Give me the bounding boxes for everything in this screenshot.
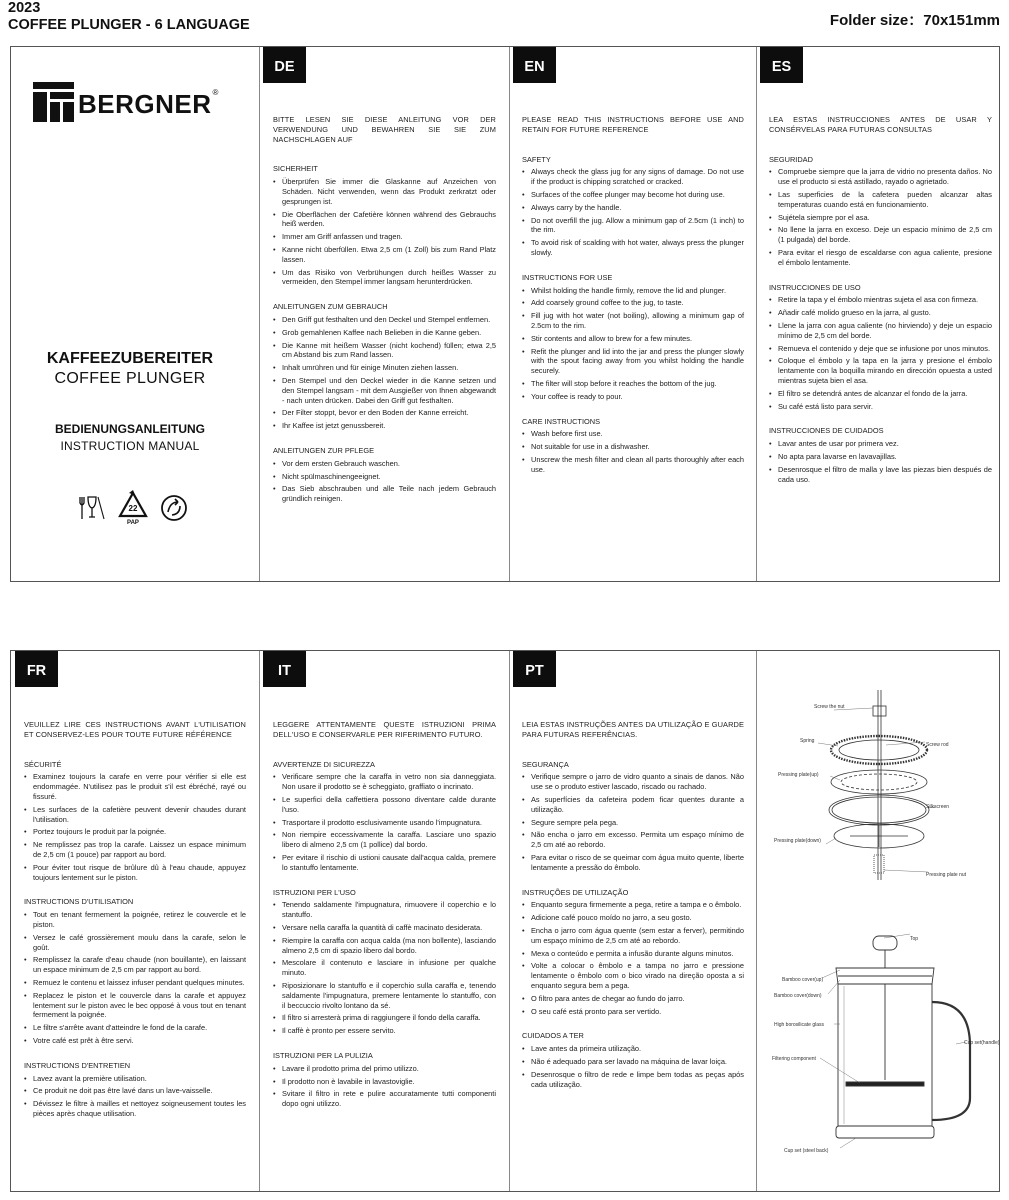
list-fr-care	[24, 1074, 246, 1119]
list-item: • Il filtro si arresterà prima di raggiungere il fondo della caraffa.	[273, 1013, 496, 1023]
list-item: • Stir contents and allow to brew for a few minutes.	[522, 334, 744, 344]
list-it-care	[273, 1064, 496, 1109]
list-item: • Dévissez le filtre à mailles et nettoyez soigneusement toutes les pièces après chaque utilisation.	[24, 1099, 246, 1119]
list-item: • Surfaces of the coffee plunger may become hot during use.	[522, 190, 744, 200]
heading-de-use: ANLEITUNGEN ZUM GEBRAUCH	[273, 302, 388, 312]
list-pt-use	[522, 900, 744, 1016]
portuguese-section	[522, 720, 744, 1104]
list-en-care	[522, 429, 744, 474]
german-section	[273, 115, 496, 519]
list-item: • Always check the glass jug for any signs of damage. Do not use if the product is chipping scratched or cracked.	[522, 167, 744, 187]
label-filtering-component: Filtering component	[772, 1056, 816, 1062]
cover-title	[20, 350, 240, 388]
folder-size: Folder size：70x151mm	[829, 12, 1000, 29]
list-item: • Remplissez la carafe d'eau chaude (non bouillante), en laissant un espace minimum de 2,5 cm par rapport au bord.	[24, 955, 246, 975]
french-section	[24, 720, 246, 1134]
list-item: • Whilst holding the handle firmly, remove the lid and plunger.	[522, 286, 744, 296]
list-item: • El filtro se detendrá antes de alcanzar el fondo de la jarra.	[769, 389, 992, 399]
list-de-safety	[273, 177, 496, 287]
list-es-safety	[769, 167, 992, 267]
heading-it-care: ISTRUZIONI PER LA PULIZIA	[273, 1050, 373, 1060]
heading-en-safety: SAFETY	[522, 154, 551, 164]
list-item: • Para evitar el riesgo de escaldarse con agua caliente, presione el émbolo lentamente.	[769, 248, 992, 268]
list-pt-care	[522, 1044, 744, 1089]
heading-fr-safety: SÉCURITÉ	[24, 759, 62, 769]
intro-pt: LEIA ESTAS INSTRUÇÕES ANTES DA UTILIZAÇÃO E GUARDE PARA FUTURAS REFERÊNCIAS.	[522, 720, 744, 739]
list-item: • O seu café está pronto para ser vertido.	[522, 1007, 744, 1017]
list-item: • Verificare sempre che la caraffa in vetro non sia danneggiata. Non usare il prodotto se è scheggiato, graffiato o incrinato.	[273, 772, 496, 792]
list-item: • No llene la jarra en exceso. Deje un espacio mínimo de 2,5 cm (1 pulgada) del borde.	[769, 225, 992, 245]
list-de-use	[273, 315, 496, 431]
label-bamboo-cover-up: Bamboo cover(up)	[782, 977, 824, 983]
heading-fr-care: INSTRUCTIONS D'ENTRETIEN	[24, 1060, 131, 1070]
list-item: • Desenrosque el filtro de malla y lave las piezas bien después de cada uso.	[769, 465, 992, 485]
heading-pt-care: CUIDADOS A TER	[522, 1031, 584, 1041]
manual-english: INSTRUCTION MANUAL	[60, 439, 200, 453]
column-divider	[756, 651, 757, 1191]
list-item: • Examinez toujours la carafe en verre pour vérifier si elle est endommagée. N'utilisez pas le produit s'il est ébréché, rayé ou fissuré.	[24, 772, 246, 801]
list-fr-use	[24, 910, 246, 1046]
list-item: • Não encha o jarro em excesso. Permita um espaço mínimo de 2,5 cm até ao rebordo.	[522, 830, 744, 850]
list-item: • Enquanto segura firmemente a pega, retire a tampa e o êmbolo.	[522, 900, 744, 910]
title-german: KAFFEEZUBEREITER	[46, 350, 214, 367]
list-item: • Segure sempre pela pega.	[522, 818, 744, 828]
list-item: • Su café está listo para servir.	[769, 402, 992, 412]
list-item: • Your coffee is ready to pour.	[522, 392, 744, 402]
list-item: • Der Filter stoppt, bevor er den Boden der Kanne erreicht.	[273, 408, 496, 418]
list-item: • Den Stempel und den Deckel wieder in die Kanne setzen und den Stempel langsam - mit dem Ausgießer von Ihnen abgewandt - nach unten drücken. Dabei den Griff gut festhalten.	[273, 376, 496, 405]
list-item: • Le superfici della caffettiera possono diventare calde durante l'uso.	[273, 795, 496, 815]
list-item: • Always carry by the handle.	[522, 203, 744, 213]
list-item: • Les surfaces de la cafetière peuvent devenir chaudes durant l'utilisation.	[24, 805, 246, 825]
intro-en: PLEASE READ THIS INSTRUCTIONS BEFORE USE AND RETAIN FOR FUTURE REFERENCE	[522, 115, 744, 134]
heading-en-care: CARE INSTRUCTIONS	[522, 416, 601, 426]
heading-en-use: INSTRUCTIONS FOR USE	[522, 272, 613, 282]
food-safe-icon	[78, 495, 106, 521]
tab-de: DE	[263, 47, 306, 83]
list-item: • Lavez avant la première utilisation.	[24, 1074, 246, 1084]
list-item: • Riposizionare lo stantuffo e il coperchio sulla caraffa e, tenendo saldamente l'impugnatura, premere lentamente lo stantuffo, con il beccuccio rivolto lontano da sé.	[273, 981, 496, 1010]
list-item: • Il caffè è pronto per essere servito.	[273, 1026, 496, 1036]
tab-es: ES	[760, 47, 803, 83]
intro-de: BITTE LESEN SIE DIESE ANLEITUNG VOR DER VERWENDUNG UND BEWAHREN SIE SIE ZUM NACHSCHLAGEN AUF	[273, 115, 496, 144]
tab-pt: PT	[513, 651, 556, 687]
list-item: • Per evitare il rischio di ustioni causate dall'acqua calda, premere lo stantuffo lentamente.	[273, 853, 496, 873]
list-item: • Den Griff gut festhalten und den Deckel und Stempel entfernen.	[273, 315, 496, 325]
list-item: • Ne remplissez pas trop la carafe. Laissez un espace minimum de 2,5 cm (1 pouce) par rapport au bord.	[24, 840, 246, 860]
list-item: • Versare nella caraffa la quantità di caffè macinato desiderata.	[273, 923, 496, 933]
list-item: • Refit the plunger and lid into the jar and press the plunger slowly with the spout facing away from you whilst holding the handle securely.	[522, 347, 744, 376]
list-item: • Vor dem ersten Gebrauch waschen.	[273, 459, 496, 469]
list-item: • Ihr Kaffee ist jetzt genussbereit.	[273, 421, 496, 431]
list-item: • Trasportare il prodotto esclusivamente usando l'impugnatura.	[273, 818, 496, 828]
brand-name: BERGNER	[78, 88, 212, 119]
list-item: • The filter will stop before it reaches the bottom of the jug.	[522, 379, 744, 389]
bergner-mark-icon	[33, 82, 74, 122]
list-item: • Retire la tapa y el émbolo mientras sujeta el asa con firmeza.	[769, 295, 992, 305]
list-item: • Votre café est prêt à être servi.	[24, 1036, 246, 1046]
list-it-use	[273, 900, 496, 1036]
list-item: • Not suitable for use in a dishwasher.	[522, 442, 744, 452]
list-item: • Lave antes da primeira utilização.	[522, 1044, 744, 1054]
list-item: • Tenendo saldamente l'impugnatura, rimuovere il coperchio e lo stantuffo.	[273, 900, 496, 920]
heading-es-use: INSTRUCCIONES DE USO	[769, 282, 861, 292]
list-item: • No apta para lavarse en lavavajillas.	[769, 452, 992, 462]
list-item: • Remuez le contenu et laissez infuser pendant quelques minutes.	[24, 978, 246, 988]
list-item: • O filtro para antes de chegar ao fundo do jarro.	[522, 994, 744, 1004]
list-item: • Add coarsely ground coffee to the jug, to taste.	[522, 298, 744, 308]
list-item: • Sujétela siempre por el asa.	[769, 213, 992, 223]
heading-es-safety: SEGURIDAD	[769, 154, 813, 164]
english-section	[522, 115, 744, 490]
recycling-cycle-icon	[160, 494, 188, 522]
list-item: • Mescolare il contenuto e lasciare in infusione per qualche minuto.	[273, 958, 496, 978]
assembled-plunger	[836, 936, 970, 1138]
list-en-safety	[522, 167, 744, 257]
list-de-care	[273, 459, 496, 504]
label-cup-set-base: Cup set (steel back)	[784, 1148, 829, 1154]
recycle-number: 22	[128, 504, 138, 513]
list-item: • Verifique sempre o jarro de vidro quanto a sinais de danos. Não use se o produto estiver lascado, riscado ou rachado.	[522, 772, 744, 792]
italian-section	[273, 720, 496, 1124]
list-item: • Das Sieb abschrauben und alle Teile nach jedem Gebrauch gründlich reinigen.	[273, 484, 496, 504]
exploded-assembly	[829, 690, 929, 880]
label-silkscreen: Silkscreen	[926, 804, 950, 810]
heading-de-care: ANLEITUNGEN ZUR PFLEGE	[273, 445, 375, 455]
label-spring: Spring	[800, 738, 815, 744]
column-divider	[756, 47, 757, 581]
list-item: • Überprüfen Sie immer die Glaskanne auf Anzeichen von Schäden. Nicht verwenden, wenn das Produkt zerkratzt oder gesprungen ist.	[273, 177, 496, 206]
label-cup-set-handle: Cup set(handle)	[964, 1040, 1000, 1046]
list-item: • Non riempire eccessivamente la caraffa. Lasciare uno spazio libero di almeno 2,5 cm (1 pollice) dal bordo.	[273, 830, 496, 850]
tab-fr: FR	[15, 651, 58, 687]
list-item: • Do not overfill the jug. Allow a minimum gap of 2.5cm (1 inch) to the rim.	[522, 216, 744, 236]
document-header	[8, 0, 250, 34]
label-screw-rod: Screw rod	[926, 742, 949, 748]
heading-it-safety: AVVERTENZE DI SICUREZZA	[273, 759, 375, 769]
recycle-paper-icon	[116, 490, 150, 526]
column-divider	[509, 651, 510, 1191]
list-item: • Llene la jarra con agua caliente (no hirviendo) y deje un espacio mínimo de 2,5 cm del borde.	[769, 321, 992, 341]
list-item: • Encha o jarro com água quente (sem estar a ferver), permitindo um espaço mínimo de 2,5 cm até ao rebordo.	[522, 926, 744, 946]
label-pressing-plate-down: Pressing plate(down)	[774, 838, 821, 844]
plunger-parts-diagram	[760, 650, 1000, 1190]
heading-pt-safety: SEGURANÇA	[522, 759, 569, 769]
column-divider	[509, 47, 510, 581]
list-item: • Lavar antes de usar por primera vez.	[769, 439, 992, 449]
column-divider	[259, 47, 260, 581]
tab-en: EN	[513, 47, 556, 83]
heading-fr-use: INSTRUCTIONS D'UTILISATION	[24, 897, 134, 907]
list-item: • Inhalt umrühren und für einige Minuten ziehen lassen.	[273, 363, 496, 373]
assembled-leader-lines	[820, 934, 966, 1148]
list-item: • Coloque el émbolo y la tapa en la jarra y presione el émbolo lentamente con la boquilla mirando en dirección opuesta a usted mientras sujeta bien el asa.	[769, 356, 992, 385]
label-pressing-plate-up: Pressing plate(up)	[778, 772, 819, 778]
list-item: • Mexa o conteúdo e permita a infusão durante alguns minutos.	[522, 949, 744, 959]
label-pressing-plate-nut: Pressing plate nut	[926, 872, 967, 878]
list-item: • Volte a colocar o êmbolo e a tampa no jarro e pressione lentamente o êmbolo com o bico virado na direção oposta a si enquanto segura bem a pega.	[522, 961, 744, 990]
intro-fr: VEUILLEZ LIRE CES INSTRUCTIONS AVANT L'UTILISATION ET CONSERVEZ-LES POUR TOUTE FUTURE RÉFÉRENCE	[24, 720, 246, 739]
list-item: • Añadir café molido grueso en la jarra, al gusto.	[769, 308, 992, 318]
manual-german: BEDIENUNGSANLEITUNG	[54, 422, 205, 436]
list-item: • Il prodotto non è lavabile in lavastoviglie.	[273, 1077, 496, 1087]
list-item: • Die Oberflächen der Cafetière können während des Gebrauchs heiß werden.	[273, 210, 496, 230]
list-item: • Tout en tenant fermement la poignée, retirez le couvercle et le piston.	[24, 910, 246, 930]
list-item: • Die Kanne mit heißem Wasser (nicht kochend) füllen; etwa 2,5 cm Abstand bis zum Rand lassen.	[273, 341, 496, 361]
list-item: • Um das Risiko von Verbrühungen durch heißes Wasser zu vermeiden, den Stempel immer langsam herunterdrücken.	[273, 268, 496, 288]
list-item: • Wash before first use.	[522, 429, 744, 439]
list-item: • Não é adequado para ser lavado na máquina de lavar loiça.	[522, 1057, 744, 1067]
intro-es: LEA ESTAS INSTRUCCIONES ANTES DE USAR Y CONSÉRVELAS PARA FUTURAS CONSULTAS	[769, 115, 992, 134]
list-es-care	[769, 439, 992, 484]
list-es-use	[769, 295, 992, 411]
list-item: • Ce produit ne doit pas être lavé dans un lave-vaisselle.	[24, 1086, 246, 1096]
list-item: • Unscrew the mesh filter and clean all parts thoroughly after each use.	[522, 455, 744, 475]
compliance-symbols	[78, 490, 188, 526]
label-borosilicate-glass: High borosilicate glass	[774, 1022, 825, 1028]
list-item: • Lavare il prodotto prima del primo utilizzo.	[273, 1064, 496, 1074]
list-item: • Grob gemahlenen Kaffee nach Belieben in die Kanne geben.	[273, 328, 496, 338]
title-english: COFFEE PLUNGER	[54, 370, 206, 387]
brand-logo	[33, 82, 218, 122]
label-top: Top	[910, 936, 919, 942]
list-item: • Fill jug with hot water (not boiling), allowing a minimum gap of 2.5cm to the rim.	[522, 311, 744, 331]
heading-pt-use: INSTRUÇÕES DE UTILIZAÇÃO	[522, 887, 629, 897]
list-item: • Kanne nicht überfüllen. Etwa 2,5 cm (1 Zoll) bis zum Rand Platz lassen.	[273, 245, 496, 265]
label-bamboo-cover-down: Bamboo cover(down)	[774, 993, 822, 999]
list-item: • Pour éviter tout risque de brûlure dû à l'eau chaude, appuyez toujours lentement sur le piston.	[24, 863, 246, 883]
list-item: • To avoid risk of scalding with hot water, always press the plunger slowly.	[522, 238, 744, 258]
list-it-safety	[273, 772, 496, 872]
label-screw-nut: Screw the nut	[814, 704, 845, 710]
list-fr-safety	[24, 772, 246, 882]
list-item: • Portez toujours le produit par la poignée.	[24, 827, 246, 837]
list-pt-safety	[522, 772, 744, 872]
list-item: • Le filtre s'arrête avant d'atteindre le fond de la carafe.	[24, 1023, 246, 1033]
heading-de-safety: SICHERHEIT	[273, 164, 318, 174]
list-item: • Las superficies de la cafetera pueden alcanzar altas temperaturas cuando está en funcionamiento.	[769, 190, 992, 210]
list-item: • Immer am Griff anfassen und tragen.	[273, 232, 496, 242]
recycle-code: PAP	[127, 520, 139, 526]
header-title: COFFEE PLUNGER - 6 LANGUAGE	[8, 17, 250, 33]
list-en-use	[522, 286, 744, 402]
cover-manual	[20, 422, 240, 453]
list-item: • Remueva el contenido y deje que se infusione por unos minutos.	[769, 344, 992, 354]
list-item: • Para evitar o risco de se queimar com água muito quente, liberte lentamente a pressão do êmbolo.	[522, 853, 744, 873]
list-item: • Desenrosque o filtro de rede e limpe bem todas as peças após cada utilização.	[522, 1070, 744, 1090]
list-item: • Versez le café grossièrement moulu dans la carafe, selon le goût.	[24, 933, 246, 953]
heading-es-care: INSTRUCCIONES DE CUIDADOS	[769, 426, 884, 436]
header-year: 2023	[8, 0, 41, 16]
registered-mark: ®	[212, 87, 219, 97]
heading-it-use: ISTRUZIONI PER L'USO	[273, 887, 356, 897]
list-item: • Adicione café pouco moído no jarro, a seu gosto.	[522, 913, 744, 923]
list-item: • Replacez le piston et le couvercle dans la carafe et appuyez lentement sur le piston avec le bec opposé à vous tout en tenant fermement la poignée.	[24, 991, 246, 1020]
list-item: • Riempire la caraffa con acqua calda (ma non bollente), lasciando almeno 2,5 cm di spazio libero dal bordo.	[273, 936, 496, 956]
spanish-section	[769, 115, 992, 499]
tab-it: IT	[263, 651, 306, 687]
list-item: • Svitare il filtro in rete e pulire accuratamente tutti componenti dopo ogni utilizzo.	[273, 1089, 496, 1109]
intro-it: LEGGERE ATTENTAMENTE QUESTE ISTRUZIONI PRIMA DELL'USO E CONSERVARLE PER RIFERIMENTO FUTURO.	[273, 720, 496, 739]
list-item: • Compruebe siempre que la jarra de vidrio no presenta daños. No use el producto si está astillado, rayado o agrietado.	[769, 167, 992, 187]
list-item: • Nicht spülmaschinengeeignet.	[273, 472, 496, 482]
list-item: • As superfícies da cafeteira podem ficar quentes durante a utilização.	[522, 795, 744, 815]
column-divider	[259, 651, 260, 1191]
